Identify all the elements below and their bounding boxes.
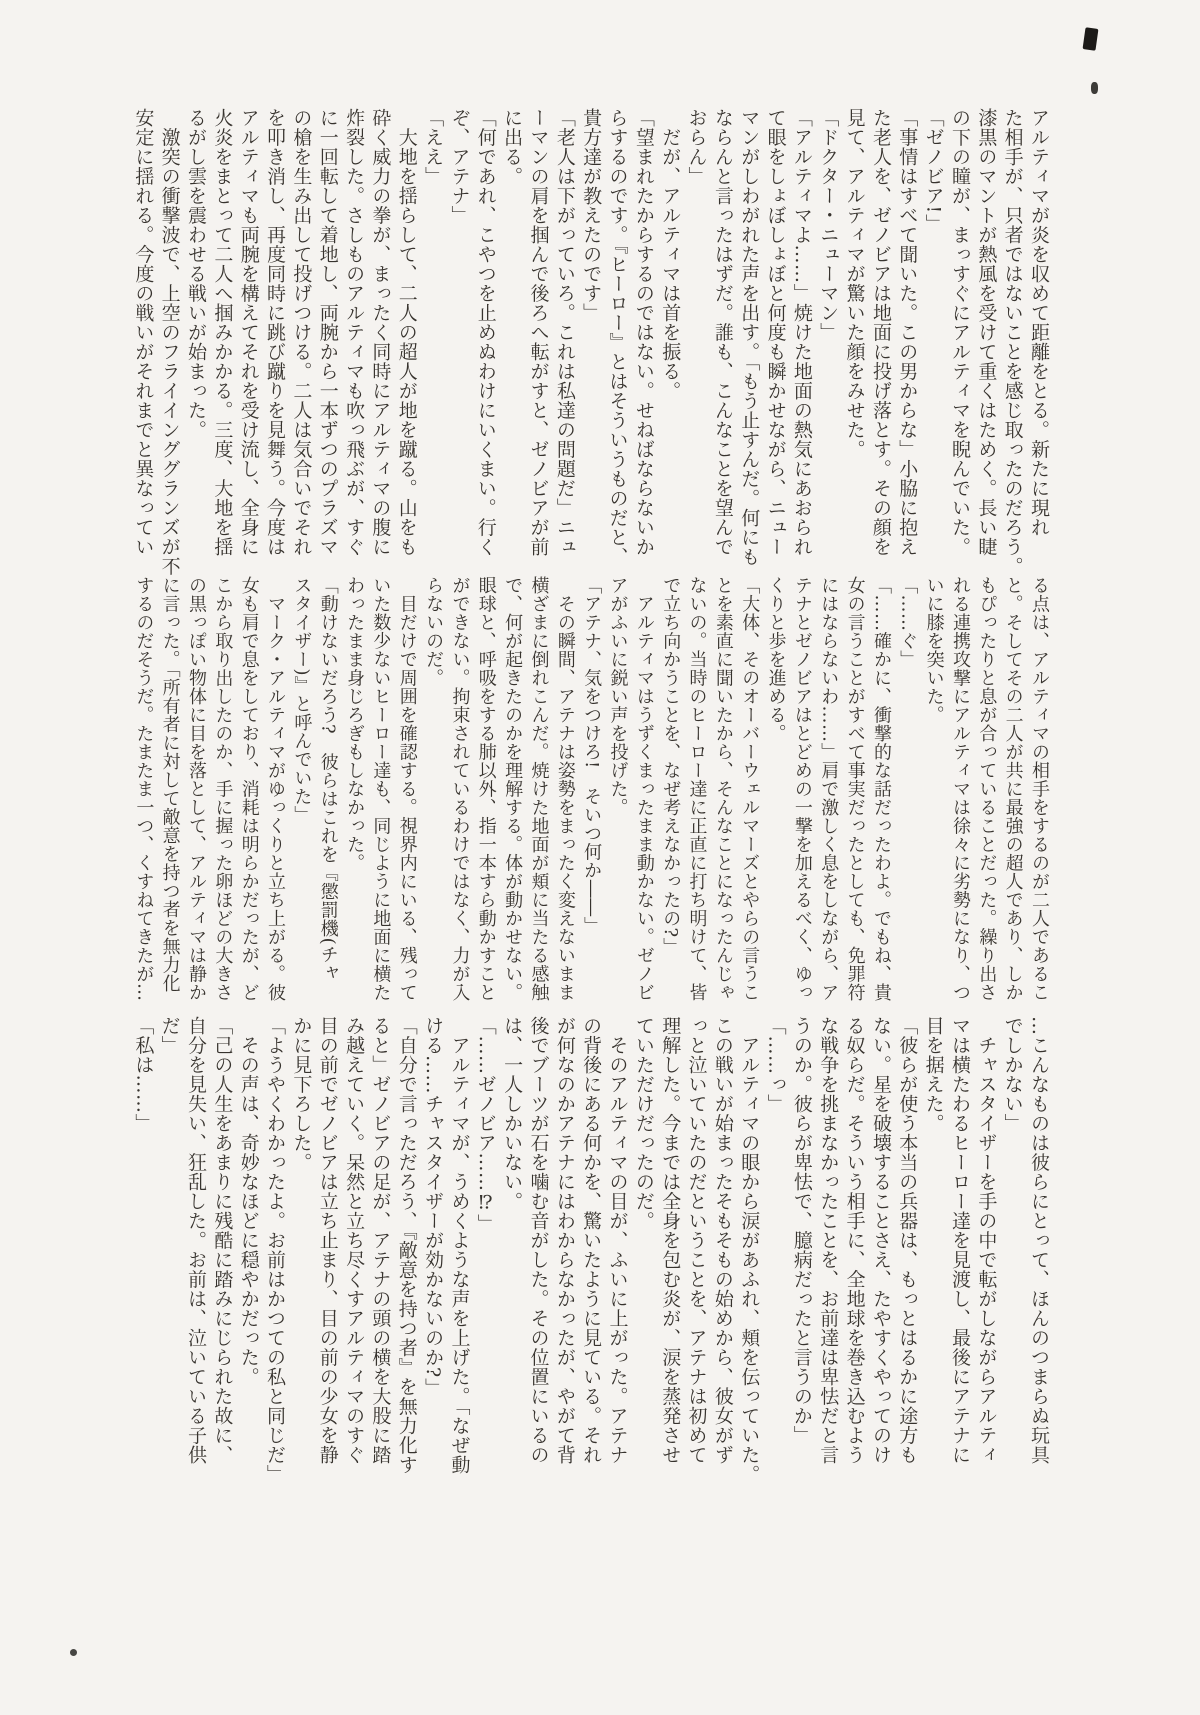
text-line: の槍を生み出して投げつける。二人は気合いでそれ (290, 108, 313, 557)
text-line: チャスタイザーを手の中で転がしながらアルティ (975, 1016, 998, 1465)
text-line: た相手が、只者ではないことを感じ取ったのだろう。 (1001, 108, 1024, 576)
text-line: こから取り出したのか、手に握った卵ほどの大きさ (212, 576, 234, 1002)
text-line: 「何であれ、こやつを止めぬわけにいくまい。行く (474, 108, 497, 557)
text-line: スタイザー)』と呼んでいた」 (291, 576, 313, 825)
text-line: するのだそうだ。たまたま一つ、くすねてきたが… (133, 576, 155, 1002)
text-line: 眼球と、呼吸をする肺以外、指一本すら動かすこと (475, 576, 497, 1002)
text-line: ぞ、アテナ」 (448, 108, 471, 225)
text-line: る奴らだ。そういう相手に、全地球を巻き込むよう (843, 1016, 866, 1465)
text-line: 「大体、そのオーバーウェルマーズとやらの言うこ (739, 576, 761, 1002)
text-line: いに膝を突いた。 (923, 576, 945, 724)
text-line: らないのだ。 (423, 576, 445, 687)
scan-artifact (1091, 82, 1098, 94)
text-line: るがし雲を震わせる戦いが始まった。 (185, 108, 207, 440)
text-line: 「ゼノビア!」 (922, 108, 945, 234)
text-line: 貴方達が教えたのです」 (580, 108, 603, 323)
text-line: 「……っ」 (764, 1016, 787, 1114)
text-line: ける……チャスタイザーが効かないのか?」 (422, 1016, 445, 1398)
text-line: ないの。当時のヒーロー達に正直に打ち明けて、皆 (686, 576, 708, 1002)
text-line: うのか。彼らが卑怯で、臆病だったと言うのか」 (790, 1016, 813, 1445)
text-line: 女の言うことがすべて事実だったとしても、免罪符 (844, 576, 866, 1002)
text-line: アルティマの眼から涙があふれ、頬を伝っていた。 (738, 1016, 761, 1484)
text-line: でしかない」 (1001, 1016, 1024, 1133)
text-line: アルティマも両腕を構えてそれを受け流し、全身に (237, 108, 260, 557)
text-line: の黒っぽい物体に目を落として、アルティマは静か (186, 576, 207, 1002)
text-line: いた数少ないヒーロー達も、同じように地面に横た (370, 576, 392, 1002)
text-line: アルティマはうずくまったまま動かない。ゼノビ (633, 576, 655, 1002)
text-line: を叩き消し、再度同時に跳び蹴りを見舞う。今度は (264, 108, 287, 557)
text-line: かに見下ろした。 (290, 1016, 313, 1172)
text-line: で立ち向かうことを、なぜ考えなかったの?」 (660, 576, 682, 957)
text-line: 「……確かに、衝撃的な話だったわよ。でもね、貴 (870, 576, 892, 1002)
text-line: と。そしてその二人が共に最強の超人であり、しか (1002, 576, 1024, 1002)
text-line: に出る。 (501, 108, 524, 186)
text-line: 見て、アルティマが驚いた顔をみせた。 (843, 108, 866, 459)
text-line: テナとゼノビアはとどめの一撃を加えるべく、ゆっ (791, 576, 813, 1002)
text-line: 「己の人生をあまりに残酷に踏みにじられた故に、 (211, 1016, 234, 1465)
text-line: アルティマが炎を収めて距離をとる。新たに現れ (1028, 108, 1050, 537)
text-line: その声は、奇妙なほどに穏やかだった。 (237, 1016, 260, 1387)
text-line: 「望まれたからするのではない。せねばならないか (632, 108, 655, 557)
text-line: 「……ぐ」 (897, 576, 919, 669)
text-line: 目の前でゼノビアは立ち止まり、目の前の少女を静 (316, 1016, 339, 1465)
text-line: もぴったりと息が合っていることだった。繰り出さ (976, 576, 998, 1002)
scan-artifact (70, 1649, 77, 1656)
text-line: の背後にある何かを、驚いたように見ている。それ (580, 1016, 603, 1465)
text-line: この戦いが始まったそもそもの始めから、彼女がず (711, 1016, 734, 1465)
text-block-top (130, 108, 1052, 576)
text-line: 砕く威力の拳が、まったく同時にアルティマの腹に (369, 108, 392, 557)
text-line: …こんなものは彼らにとって、ほんのつまらぬ玩具 (1028, 1016, 1050, 1465)
text-line: 「事情はすべて聞いた。この男からな」小脇に抱え (896, 108, 919, 557)
text-line: 後でブーツが石を噛む音がした。その位置にいるの (527, 1016, 550, 1465)
text-line: 激突の衝撃波で、上空のフライインググランズが不 (158, 108, 181, 576)
text-line: 「老人は下がっていろ。これは私達の問題だ」ニュ (553, 108, 576, 557)
text-line: アルティマが、うめくような声を上げた。「なぜ動 (448, 1016, 471, 1475)
text-line: 安定に揺れる。今度の戦いがそれまでと異なってい (132, 108, 155, 557)
text-line: な戦争を挑まなかったことを、お前達は卑怯だと言 (817, 1016, 840, 1465)
text-line: マは横たわるヒーロー達を見渡し、最後にアテナに (948, 1016, 971, 1465)
text-line: は、一人しかいない。 (501, 1016, 524, 1211)
text-line: み越えていく。呆然と立ち尽くすアルティマのすぐ (343, 1016, 366, 1465)
text-line: ていただけだったのだ。 (632, 1016, 655, 1231)
text-line: とを素直に聞いたから、そんなことになったんじゃ (712, 576, 734, 1002)
text-line: らするのです。『ヒーロー』とはそういうものだと、 (606, 108, 629, 567)
text-line: ない。星を破壊することさえ、たやすくやってのけ (869, 1016, 892, 1465)
text-line: 「ドクター・ニューマン」 (817, 108, 840, 342)
text-line: ーマンの肩を掴んで後ろへ転がすと、ゼノビアが前 (527, 108, 550, 557)
text-line: る点は、アルティマの相手をするのが二人であるこ (1029, 576, 1050, 1002)
text-line: 「……ゼノビア……⁉」 (474, 1016, 497, 1234)
text-line: 火炎をまとって二人へ掴みかかる。三度、大地を揺 (211, 108, 234, 557)
text-line: 漆黒のマントが熱風を受けて重くはためく。長い睫 (975, 108, 998, 557)
text-line: だが、アルティマは首を振る。 (659, 108, 682, 401)
text-line: アがふいに鋭い声を投げた。 (607, 576, 629, 817)
text-line: で、何が起きたのかを理解する。体が動かせない。 (502, 576, 524, 1002)
text-line: わったまま身じろぎもしなかった。 (344, 576, 366, 872)
text-line: て眼をしょぼしょぼと何度も瞬かせながら、ニュー (764, 108, 787, 557)
text-line: た老人を、ゼノビアは地面に投げ落とす。その顔を (869, 108, 892, 557)
text-line: れる連携攻撃にアルティマは徐々に劣勢になり、つ (949, 576, 971, 1002)
text-line: マンがしわがれた声を出す。「もう止すんだ。何にも (738, 108, 761, 567)
text-line: ると」ゼノビアの足が、アテナの頭の横を大股に踏 (369, 1016, 392, 1465)
text-line: 炸裂した。さしものアルティマも吹っ飛ぶが、すぐ (343, 108, 366, 557)
text-line: くりと歩を進める。 (765, 576, 787, 743)
text-line: 理解した。今までは全身を包む炎が、涙を蒸発させ (659, 1016, 682, 1465)
text-line: っと泣いていたのだということを、アテナは初めて (685, 1016, 708, 1465)
text-line: マーク・アルティマがゆっくりと立ち上がる。彼 (265, 576, 287, 1002)
text-line: 「ようやくわかったよ。お前はかつての私と同じだ」 (264, 1016, 287, 1484)
text-line: 「ええ」 (422, 108, 445, 186)
text-block-bottom (130, 1016, 1052, 1494)
text-line: 「自分で言っただろう、『敵意を持つ者』を無力化す (395, 1016, 418, 1475)
text-line: その瞬間、アテナは姿勢をまったく変えないまま (554, 576, 576, 1002)
text-line: 横ざまに倒れこんだ。焼けた地面が頬に当たる感触 (528, 576, 550, 1002)
text-line: ならんと言ったはずだ。誰も、こんなことを望んで (711, 108, 734, 557)
scan-artifact (1083, 27, 1099, 51)
text-line: にはならないわ……」肩で激しく息をしながら、ア (818, 576, 840, 1002)
text-line: に一回転して着地し、両腕から一本ずつのプラズマ (316, 108, 339, 557)
text-line: 「彼らが使う本当の兵器は、もっとはるかに途方も (896, 1016, 919, 1465)
text-line: 大地を揺らして、二人の超人が地を蹴る。山をも (395, 108, 418, 557)
text-line: の下の瞳が、まっすぐにアルティマを睨んでいた。 (948, 108, 971, 557)
text-line: に言った。「所有者に対して敵意を持つ者を無力化 (159, 576, 181, 993)
text-line: が何なのかアテナにはわからなかったが、やがて背 (553, 1016, 576, 1465)
text-line: 「アルティマよ……」焼けた地面の熱気にあおられ (790, 108, 813, 557)
text-line: ができない。拘束されているわけではなく、力が入 (449, 576, 471, 1002)
text-line: そのアルティマの目が、ふいに上がった。アテナ (606, 1016, 629, 1465)
text-line: 目だけで周囲を確認する。視界内にいる、残って (396, 576, 418, 1002)
text-line: 女も肩で息をしており、消耗は明らかだったが、ど (238, 576, 260, 1002)
text-line: おらん」 (685, 108, 708, 186)
text-line: だ」 (158, 1016, 181, 1055)
text-block-middle (130, 576, 1052, 1010)
text-line: 「アテナ、気をつけろ! そいつ何か――」 (581, 576, 603, 936)
text-line: 「動けないだろう? 彼らはこれを『懲罰機(チャ (317, 576, 339, 983)
text-line: 目を据えた。 (922, 1016, 945, 1133)
text-line: 自分を見失い、狂乱した。お前は、泣いている子供 (185, 1016, 207, 1465)
text-line: 「私は……」 (132, 1016, 155, 1133)
